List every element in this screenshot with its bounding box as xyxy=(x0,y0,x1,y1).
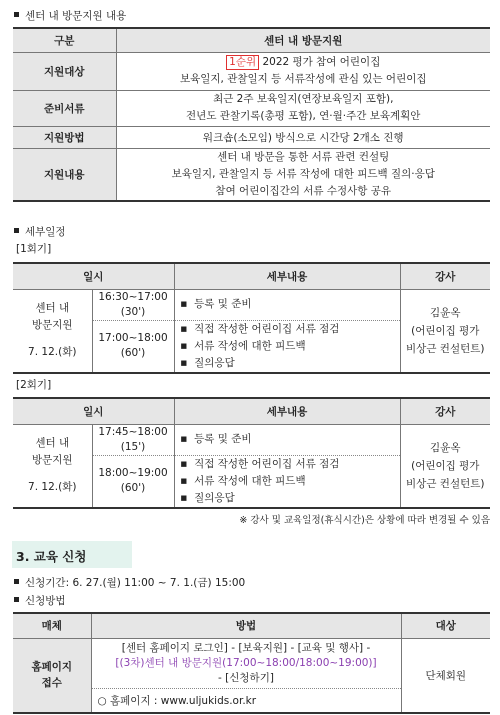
list-item: ■ 직접 작성한 어린이집 서류 점검 xyxy=(181,321,400,338)
session-2-label: [2회기] xyxy=(16,379,52,391)
list-item: ■ 등록 및 준비 xyxy=(181,296,400,313)
schedule-note: ※ 강사 및 교육일정(휴식시간)은 상황에 따라 변경될 수 있음 xyxy=(239,515,490,526)
section-title-schedule: 세부일정 xyxy=(14,224,66,239)
session-1-date: 7. 12.(화) xyxy=(28,346,77,359)
header-details: 세부내용 xyxy=(174,263,400,289)
list-item: ■ 서류 작성에 대한 피드백 xyxy=(181,473,400,490)
row-label-content: 지원내용 xyxy=(13,148,116,201)
list-item: ■ 질의응답 xyxy=(181,355,400,372)
list-item: ■ 직접 작성한 어린이집 서류 점검 xyxy=(181,456,400,473)
apply-period: 신청기간: 6. 27.(월) 11:00 ~ 7. 1.(금) 15:00 xyxy=(14,575,245,590)
apply-table: 매체 방법 대상 홈페이지 접수 [센터 홈페이지 로그인] - [보육지원] - [교육 및 행사] - [(3차)센터 내 방문지원(17:00~18:00/18:00~19:00)] - [신청하기] 단체회원 ○ 홈페이지 : www.uljukids.or.kr xyxy=(13,612,490,714)
section-title-visit: 센터 내 방문지원 내용 xyxy=(14,8,126,23)
header-datetime: 일시 xyxy=(13,398,174,424)
list-item: ■ 질의응답 xyxy=(181,490,400,507)
circle-bullet-icon: ○ xyxy=(97,694,107,707)
row-label-target: 지원대상 xyxy=(13,52,116,90)
session-2-table: 일시 세부내용 강사 센터 내 방문지원 7. 12.(화) 17:45~18:00 (15') ■ 등록 및 준비 김윤옥 (어린이집 평가 비상근 컨설턴트) 18:00~19:00 (60') ■ 직접 작성한 어린이집 서류 점검 ■ 서류 작성에 대한 피드백 ■ 질의응답 xyxy=(13,397,490,509)
session-1-label: [1회기] xyxy=(16,243,52,255)
list-item: ■ 등록 및 준비 xyxy=(181,431,400,448)
instructor-name: 김윤옥 xyxy=(430,441,461,454)
header-details: 세부내용 xyxy=(174,398,400,424)
homepage-link[interactable]: 홈페이지 : www.uljukids.or.kr xyxy=(110,694,257,707)
priority-badge: 1순위 xyxy=(226,55,259,70)
list-item: ■ 서류 작성에 대한 피드백 xyxy=(181,338,400,355)
medium-homepage: 홈페이지 xyxy=(31,661,73,674)
section-heading-apply: 3. 교육 신청 xyxy=(16,549,87,564)
application-path: [센터 홈페이지 로그인] - [보육지원] - [교육 및 행사] - xyxy=(121,641,371,654)
header-category: 구분 xyxy=(13,28,116,52)
header-visit-support: 센터 내 방문지원 xyxy=(116,28,490,52)
target-group: 단체회원 xyxy=(401,638,490,713)
session-1-table: 일시 세부내용 강사 센터 내 방문지원 7. 12.(화) 16:30~17:00 (30') ■ 등록 및 준비 김윤옥 (어린이집 평가 비상근 컨설턴트) 17:00~18:00 (60') ■ 직접 작성한 어린이집 서류 점검 ■ 서류 작성에 대한 피드백 ■ 질의응답 xyxy=(13,262,490,374)
header-datetime: 일시 xyxy=(13,263,174,289)
session-2-date: 7. 12.(화) xyxy=(28,481,77,494)
header-instructor: 강사 xyxy=(400,263,490,289)
header-target: 대상 xyxy=(401,613,490,638)
apply-method-title: 신청방법 xyxy=(14,593,66,608)
row-label-documents: 준비서류 xyxy=(13,90,116,126)
header-instructor: 강사 xyxy=(400,398,490,424)
header-method: 방법 xyxy=(91,613,401,638)
application-path-highlight: [(3차)센터 내 방문지원(17:00~18:00/18:00~19:00)] xyxy=(115,656,377,669)
instructor-name: 김윤옥 xyxy=(430,306,461,319)
visit-support-table: 구분 센터 내 방문지원 지원대상 1순위 2022 평가 참여 어린이집 보육일지, 관찰일지 등 서류작성에 관심 있는 어린이집 준비서류 최근 2주 보육일지(연장보육일지 포함), 전년도 관찰기록(총평 포함), 연·월·주간 보육계획안 지원방법 워크숍(소모임) 방식으로 시간당 2개소 진행 지원내용 센터 내 방문을 통한 서류 관련 컨설팅 보육일지, 관찰일지 등 서류 작성에 대한 피드백 질의·응답 참여 어린이집간의 서류 수정사항 공유 xyxy=(13,27,490,202)
row-label-method: 지원방법 xyxy=(13,126,116,148)
header-medium: 매체 xyxy=(13,613,91,638)
